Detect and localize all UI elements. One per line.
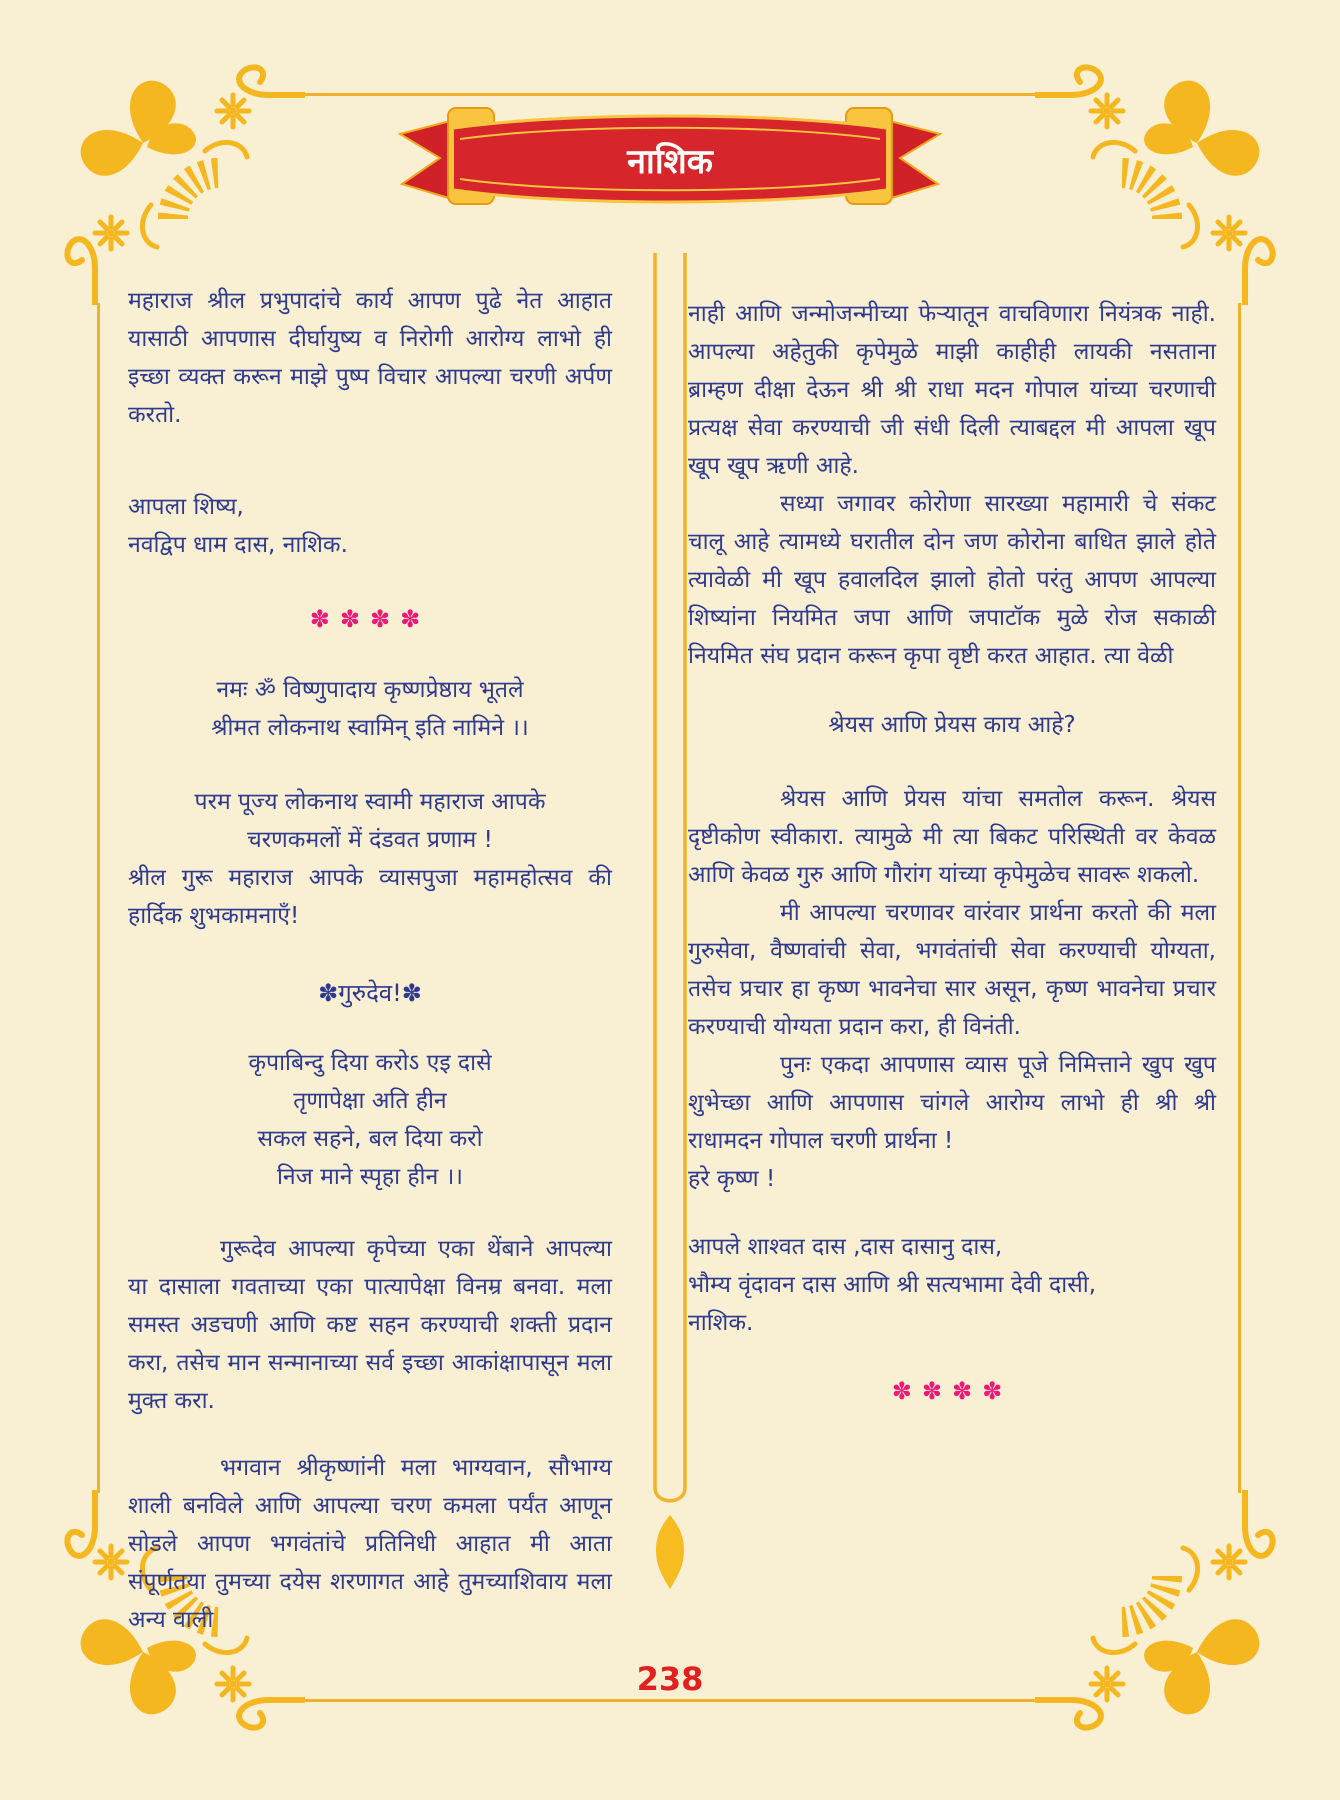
divider-drop-ornament [656, 1515, 684, 1589]
para-vyas: पुनः एकदा आपणास व्यास पूजे निमित्ताने खुप खुप शुभेच्छा आणि आपणास चांगले आरोग्य लाभो ही श्री श्री राधामदन गोपाल चरणी प्रार्थना ! [688, 1052, 1216, 1154]
shloka-line2: श्रीमत लोकनाथ स्वामिन् इति नामिने ।। [211, 715, 529, 741]
para-diksha: नाही आणि जन्मोजन्मीच्या फेऱ्यातून वाचविणारा नियंत्रक नाही. आपल्या अहेतुकी कृपेमुळे माझी काहीही लायकी नसताना ब्राम्हण दीक्षा देऊन श्री श्री राधा मदन गोपाल यांच्या चरणाची प्रत्यक्ष सेवा करण्याची जी संधी दिली त्याबद्दल मी आपला खूप खूप खूप ऋणी आहे. [688, 301, 1216, 479]
pranam-line2: चरणकमलों में दंडवत प्रणाम ! [247, 827, 493, 853]
pranam-line1: परम पूज्य लोकनाथ स्वामी महाराज आपके [194, 789, 546, 815]
verse-line3: सकल सहने, बल दिया करो [257, 1126, 483, 1152]
banner-ribbon [390, 98, 950, 213]
left-column [128, 282, 612, 1639]
separator-ornament-right: ✽✽✽✽ [891, 1377, 1013, 1405]
para-corona: सध्या जगावर कोरोणा सारख्या महामारी चे संकट चालू आहे त्यामध्ये घरातील दोन जण कोरोना बाधित झाले होते त्यावेळी मी खूप हवालदिल झालो होतो परंतु आपण आपल्या शिष्यांना नियमित जपा आणि जपाटॉक मुळे रोज सकाळी नियमित संघ प्रदान करून कृपा वृष्टी करत आहात. त्या वेळी [688, 491, 1216, 669]
shloka-line1: नमः ॐ विष्णुपादाय कृष्णप्रेष्ठाय भूतले [216, 677, 524, 703]
right-signoff-line1: आपले शाश्वत दास ,दास दासानु दास, [688, 1234, 1003, 1260]
verse-line2: तृणापेक्षा अति हीन [293, 1088, 447, 1114]
pranam-line3: श्रील गुरू महाराज आपके व्यासपुजा महामहोत्सव की हार्दिक शुभकामनाएँ! [128, 865, 612, 929]
para-prarthana: मी आपल्या चरणावर वारंवार प्रार्थना करतो की मला गुरुसेवा, वैष्णवांची सेवा, भगवंतांची सेवा करण्याची योग्यता, तसेच प्रचार हा कृष्ण भावनेचा सार असून, कृष्ण भावनेचा प्रचार करण्याची योग्यता प्रदान करा, ही विनंती. [688, 900, 1216, 1040]
shreyas-heading: श्रेयस आणि प्रेयस काय आहे? [828, 712, 1076, 738]
left-signoff-line2: नवद्विप धाम दास, नाशिक. [128, 532, 348, 558]
separator-ornament-left: ✽✽✽✽ [309, 605, 431, 633]
right-column [688, 295, 1216, 1410]
right-signoff-line2: भौम्य वृंदावन दास आणि श्री सत्यभामा देवी दासी, [688, 1272, 1097, 1298]
hare-krishna-line: हरे कृष्ण ! [688, 1166, 776, 1192]
para-bhagwan: भगवान श्रीकृष्णांनी मला भाग्यवान, सौभाग्य शाली बनविले आणि आपल्या चरण कमला पर्यंत आणून सोडले आपण भगवंतांचे प्रतिनिधी आहात मी आता संपूर्णतया तुमच्या दयेस शरणागत आहे तुमच्याशिवाय मला अन्य वाली [128, 1455, 612, 1633]
corner-flourish-bottom-right [1035, 1490, 1285, 1740]
verse-line1: कृपाबिन्दु दिया करोऽ एइ दासे [248, 1050, 492, 1076]
border-left-line [97, 303, 100, 1493]
corner-flourish-top-right [1035, 55, 1285, 305]
para-krupa: गुरूदेव आपल्या कृपेच्या एका थेंबाने आपल्या या दासाला गवताच्या एका पात्यापेक्षा विनम्र बनवा. मला समस्त अडचणी आणि कष्ट सहन करण्याची शक्ती प्रदान करा, तसेच मान सन्मानाच्या सर्व इच्छा आकांक्षापासून मला मुक्त करा. [128, 1236, 612, 1414]
left-signoff-line1: आपला शिष्य, [128, 494, 244, 520]
border-top-line [300, 93, 1040, 96]
verse-line4: निज माने स्पृहा हीन ।। [276, 1164, 464, 1190]
gurudev-heading: ✽गुरुदेव!✽ [318, 979, 422, 1007]
border-right-line [1238, 303, 1241, 1493]
corner-flourish-top-left [55, 55, 305, 305]
border-bottom-line [300, 1699, 1040, 1702]
para-shreyas: श्रेयस आणि प्रेयस यांचा समतोल करून. श्रेयस दृष्टीकोण स्वीकारा. त्यामुळे मी त्या बिकट परिस्थिती वर केवळ आणि केवळ गुरु आणि गौरांग यांच्या कृपेमुळेच सावरू शकलो. [688, 786, 1216, 888]
right-signoff-line3: नाशिक. [688, 1310, 754, 1336]
para-intro: महाराज श्रील प्रभुपादांचे कार्य आपण पुढे नेत आहात यासाठी आपणास दीर्घायुष्य व निरोगी आरोग्य लाभो ही इच्छा व्यक्त करून माझे पुष्प विचार आपल्या चरणी अर्पण करतो. [128, 288, 612, 428]
banner-title: नाशिक [627, 142, 713, 182]
page-number: 238 [636, 1660, 704, 1698]
column-divider [652, 253, 688, 1589]
